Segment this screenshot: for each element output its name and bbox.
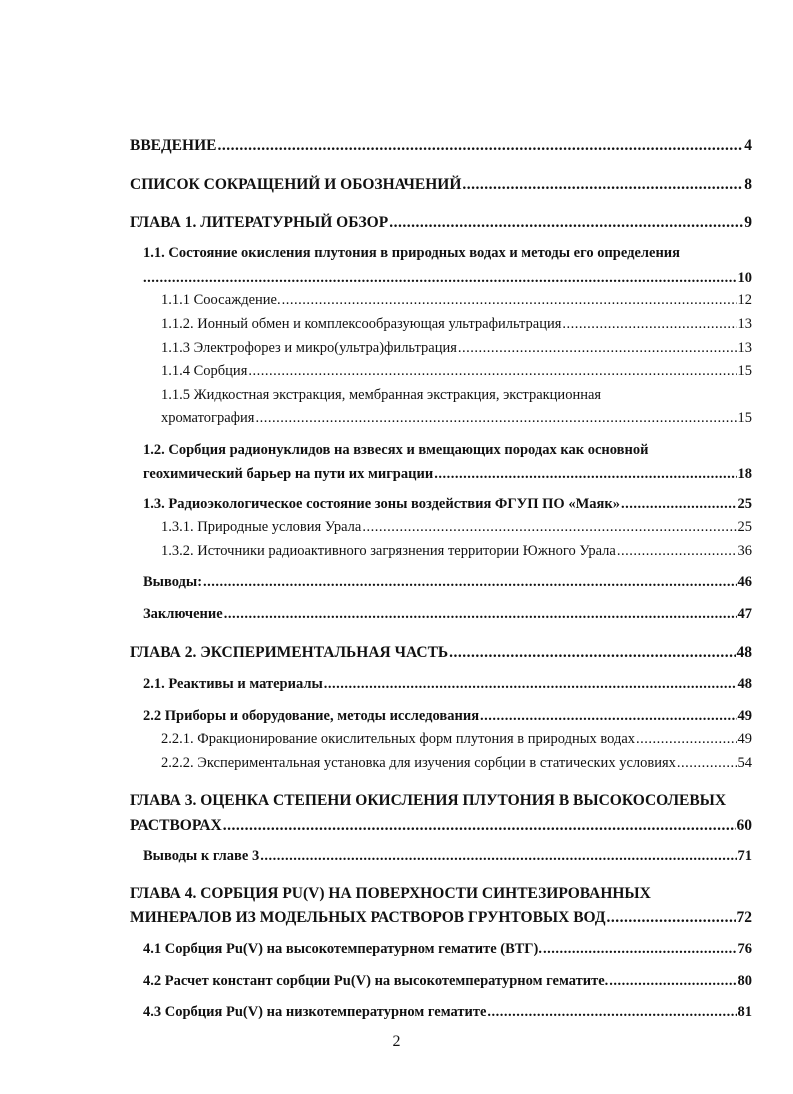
toc-leader [260,848,736,865]
toc-title-line1: 1.1.5 Жидкостная экстракция, мембранная экстракция, экстракционная [161,387,602,403]
toc-leader [607,909,736,927]
toc-entry-conclusions3[interactable] [143,848,752,865]
toc-page: 49 [737,708,752,724]
toc-leader [636,731,736,748]
toc-entry-abbrev[interactable] [130,176,752,194]
toc-leader [203,574,736,591]
toc-entry-s1-1-2[interactable] [161,316,752,333]
toc-title: 1.3. Радиоэкологическое состояние зоны воздействия ФГУП ПО «Маяк» [143,496,620,512]
toc-page: 15 [737,410,752,426]
toc-leader [224,606,737,623]
toc-title-line1: 1.2. Сорбция радионуклидов на взвесях и вмещающих породах как основной [143,442,649,458]
toc-entry-s1-1-5[interactable] [161,410,752,427]
toc-entry-s1-1-3[interactable] [161,340,752,357]
toc-page: 36 [737,543,752,559]
toc-page: 13 [737,340,752,356]
toc-page: 76 [737,941,752,957]
toc-entry-ch1[interactable] [130,214,752,232]
toc-title: 1.1.4 Сорбция [161,363,248,379]
toc-title: 1.1.2. Ионный обмен и комплексообразующая ультрафильтрация [161,316,562,332]
toc-entry-s1-3-2[interactable] [161,543,752,560]
toc-title: Выводы: [143,574,203,590]
toc-entry-s4-3[interactable] [143,1004,752,1021]
toc-title: 2.2.1. Фракционирование окислительных форм плутония в природных водах [161,731,636,747]
toc-title: 1.1.3 Электрофорез и микро(ультра)фильтрация [161,340,457,356]
toc-leader [248,363,736,380]
toc-page: 15 [737,363,752,379]
toc-entry-s2-1[interactable] [143,676,752,693]
toc-leader [458,340,737,357]
toc-leader [462,176,743,194]
toc-title: 4.2 Расчет констант сорбции Pu(V) на высокотемпературном гематите. [143,973,609,989]
toc-entry-ch4[interactable] [130,909,752,927]
toc-title: 2.2 Приборы и оборудование, методы исследования [143,708,480,724]
toc-entry-summary1[interactable] [143,606,752,623]
toc-title-line2: хроматография [161,410,255,426]
toc-entry-s1-2[interactable] [143,466,752,483]
page-number: 2 [392,1033,401,1050]
toc-entry-ch2[interactable] [130,644,752,662]
toc-page: 46 [737,574,752,590]
toc-page: 4 [744,137,752,154]
toc-page: 8 [744,176,752,193]
toc-title: Выводы к главе 3 [143,848,260,864]
toc-leader [617,543,737,560]
toc-leader [480,708,736,725]
toc-page: 48 [737,676,752,692]
toc-title-line2: РАСТВОРАХ [130,817,222,834]
toc-title: 1.3.1. Природные условия Урала [161,519,362,535]
toc-entry-intro[interactable] [130,137,752,155]
toc-page: 80 [737,973,752,989]
toc-leader [449,644,735,662]
toc-title: 2.1. Реактивы и материалы [143,676,323,692]
toc-page: 18 [737,466,752,482]
toc-page: 12 [737,292,752,308]
toc-title: Заключение [143,606,223,622]
toc-leader [255,410,736,427]
toc-title-line1: 1.1. Состояние окисления плутония в природных водах и методы его определения [143,245,681,261]
toc-entry-s1-1-4[interactable] [161,363,752,380]
toc-page: 10 [737,270,752,286]
toc-title: 1.1.1 Соосаждение. [161,292,281,308]
toc-page: 54 [737,755,752,771]
toc-entry-ch3[interactable] [130,817,752,835]
toc-page: 9 [744,214,752,231]
toc-page: 13 [737,316,752,332]
toc-leader [389,214,743,232]
toc-leader [282,292,737,309]
toc-title-line2: геохимический барьер на пути их миграции [143,466,434,482]
toc-page: 71 [737,848,752,864]
toc-title: 1.3.2. Источники радиоактивного загрязнения территории Южного Урала [161,543,616,559]
toc-entry-s2-2-2[interactable] [161,755,752,772]
toc-page: 60 [736,817,752,834]
toc-entry-s2-2[interactable] [143,708,752,725]
toc-page: 81 [737,1004,752,1020]
toc-title-line1: ГЛАВА 3. ОЦЕНКА СТЕПЕНИ ОКИСЛЕНИЯ ПЛУТОНИЯ В ВЫСОКОСОЛЕВЫХ [130,792,727,809]
toc-title: 4.3 Сорбция Pu(V) на низкотемпературном гематите [143,1004,487,1020]
toc-entry-s2-2-1[interactable] [161,731,752,748]
toc-entry-s1-3[interactable] [143,496,752,513]
toc-leader [324,676,737,693]
toc-leader [677,755,737,772]
toc-page: 72 [736,909,752,926]
toc-leader [621,496,737,513]
toc-title-line1: ГЛАВА 4. СОРБЦИЯ PU(V) НА ПОВЕРХНОСТИ СИНТЕЗИРОВАННЫХ [130,885,651,902]
toc-leader [543,941,737,958]
toc-entry-s4-2[interactable] [143,973,752,990]
toc-leader [217,137,743,155]
toc-page: 25 [737,496,752,512]
toc-leader [143,270,737,287]
toc-title: 2.2.2. Экспериментальная установка для изучения сорбции в статических условиях [161,755,676,771]
toc-entry-s1-3-1[interactable] [161,519,752,536]
toc-title: 4.1 Сорбция Pu(V) на высокотемпературном гематите (ВТГ). [143,941,542,957]
toc-title: ГЛАВА 1. ЛИТЕРАТУРНЫЙ ОБЗОР [130,214,389,231]
toc-entry-s4-1[interactable] [143,941,752,958]
toc-title: ГЛАВА 2. ЭКСПЕРИМЕНТАЛЬНАЯ ЧАСТЬ [130,644,449,661]
toc-leader [609,973,736,990]
toc-title: ВВЕДЕНИЕ [130,137,217,154]
toc-entry-s1-1-1[interactable] [161,292,752,309]
toc-leader [562,316,736,333]
toc-leader [434,466,736,483]
toc-page: 48 [736,644,752,661]
toc-page: 49 [737,731,752,747]
toc-title: СПИСОК СОКРАЩЕНИЙ И ОБОЗНАЧЕНИЙ [130,176,462,193]
toc-leader [487,1004,736,1021]
toc-leader [223,817,736,835]
toc-title-line2: МИНЕРАЛОВ ИЗ МОДЕЛЬНЫХ РАСТВОРОВ ГРУНТОВЫХ ВОД [130,909,606,926]
toc-page: 25 [737,519,752,535]
toc-page: 47 [737,606,752,622]
toc-entry-conclusions1[interactable] [143,574,752,591]
toc-leader [362,519,736,536]
toc-entry-s1-1[interactable] [143,270,752,287]
